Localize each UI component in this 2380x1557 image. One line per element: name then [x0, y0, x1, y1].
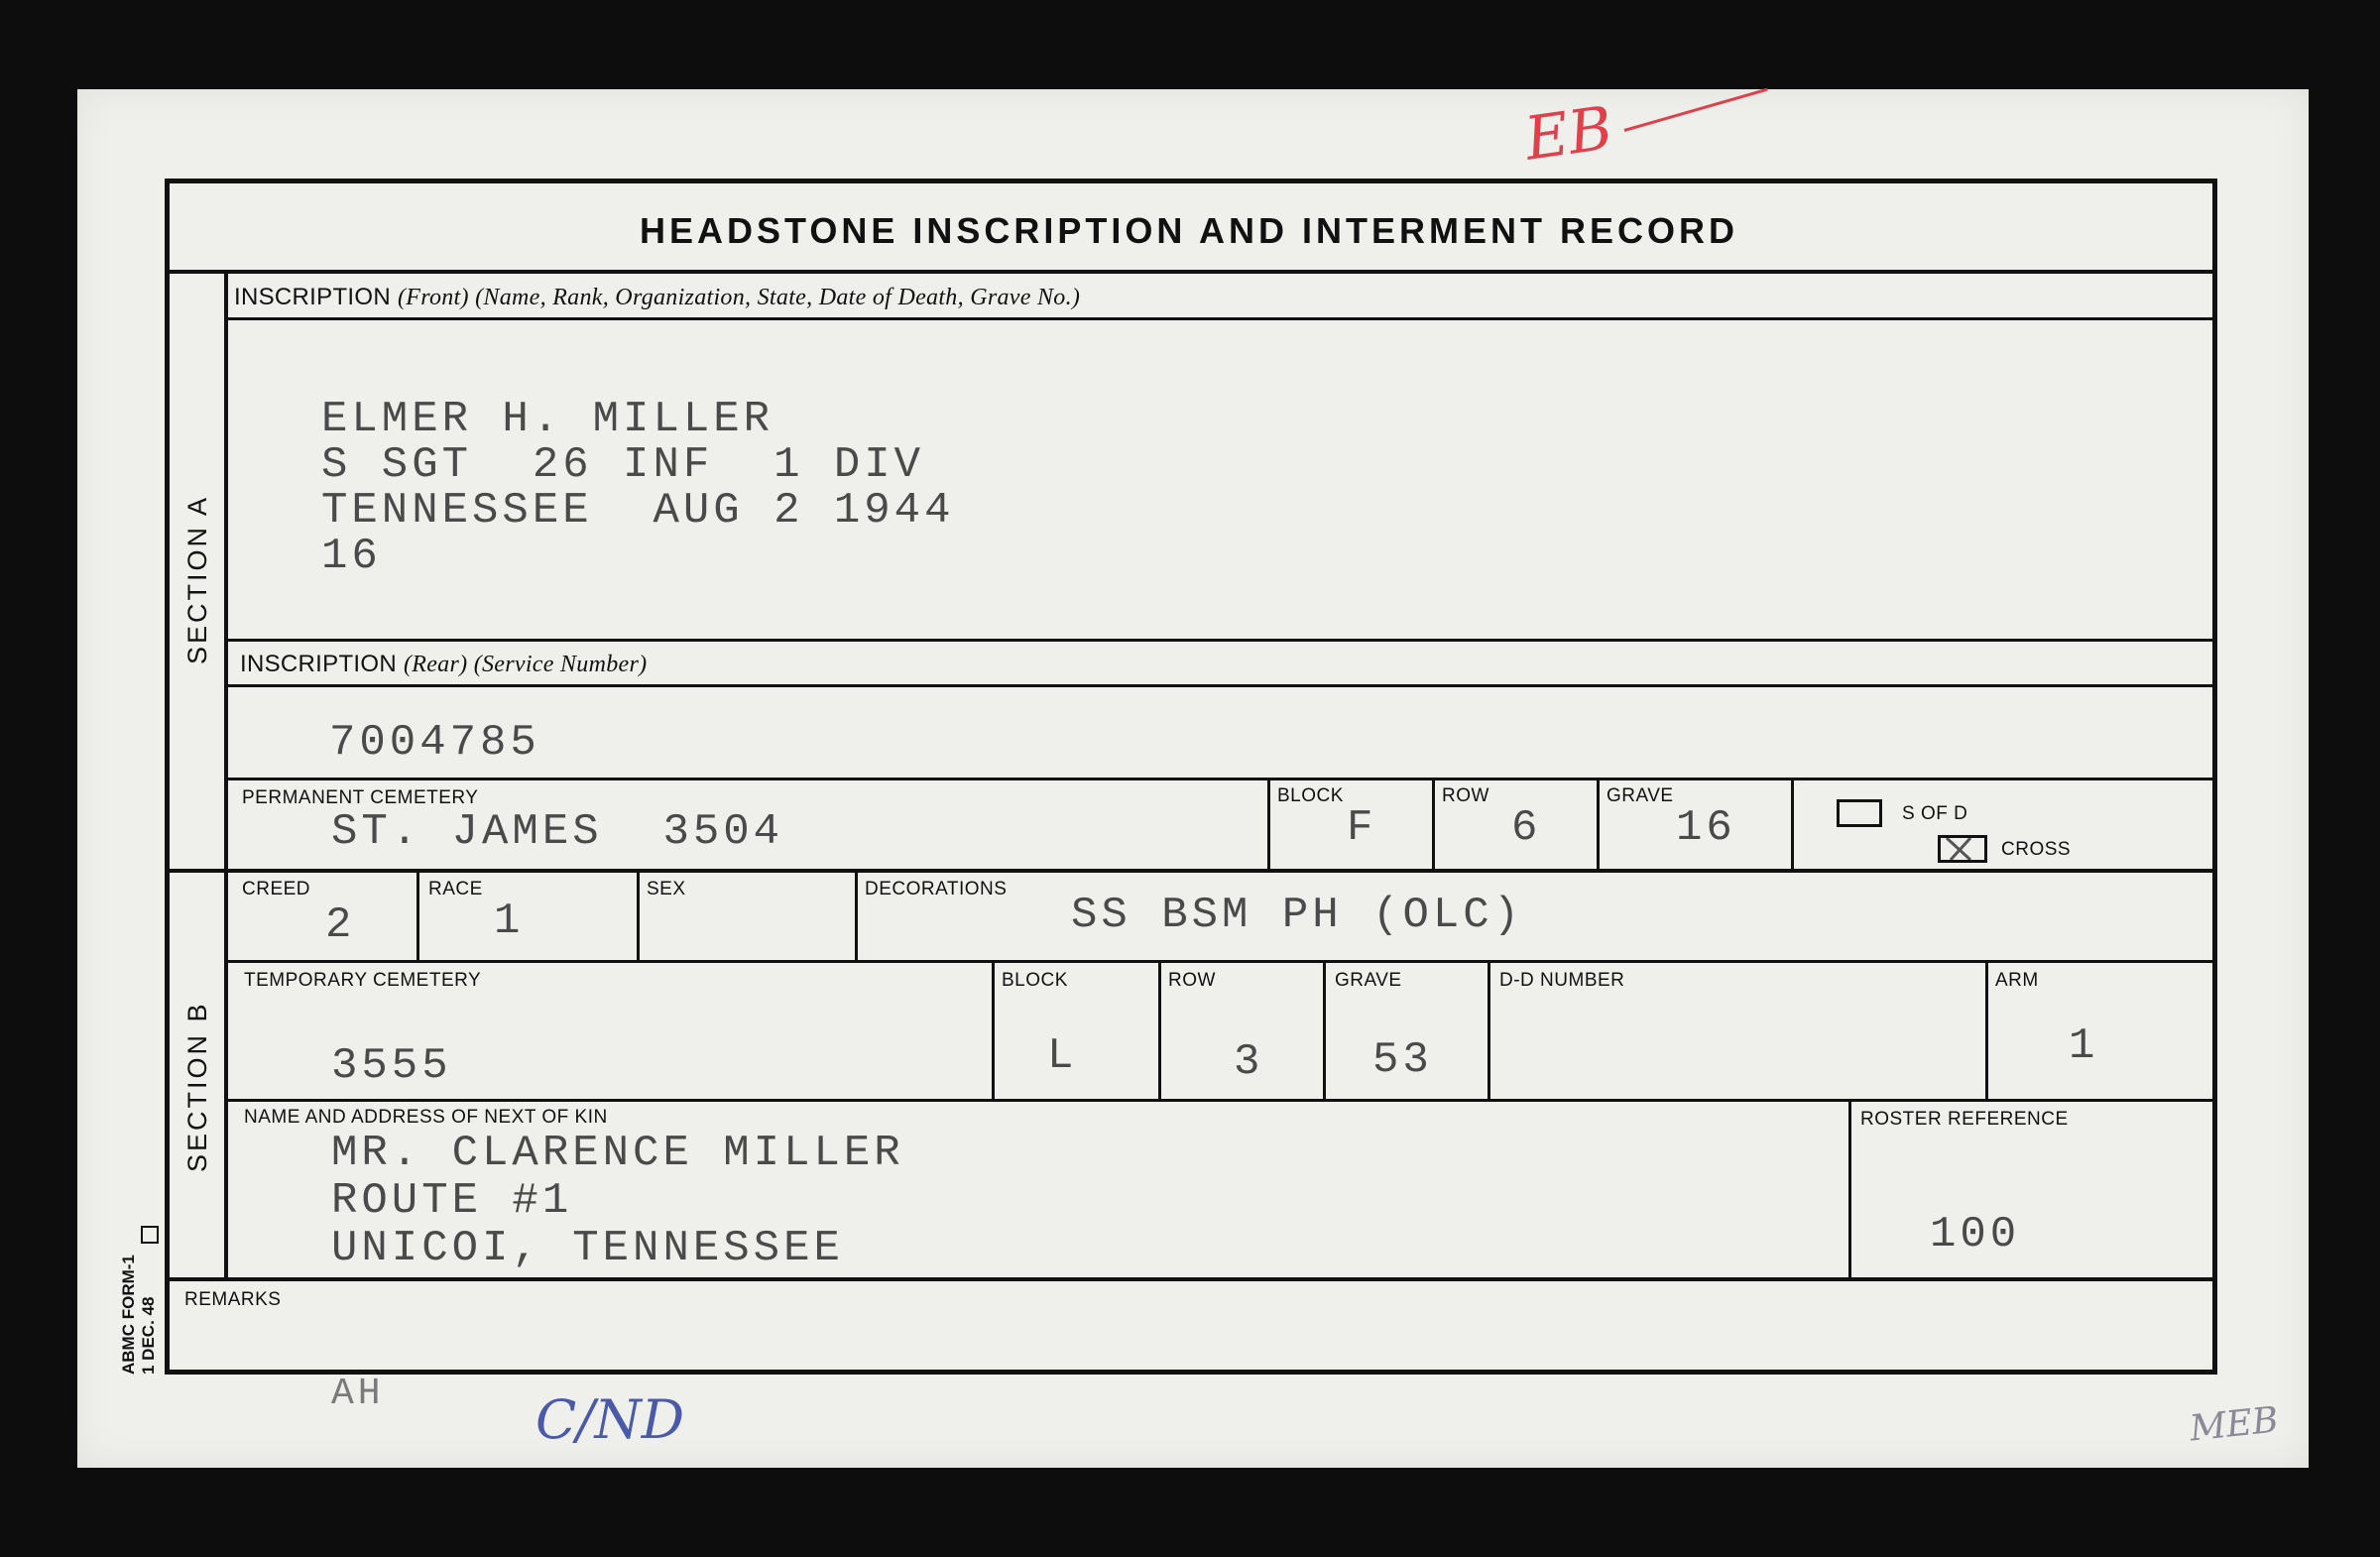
rear-inscription-label: INSCRIPTION (Rear) (Service Number): [240, 651, 648, 677]
temp-cemetery-value: 3555: [331, 1041, 452, 1091]
nok-line-1: MR. CLARENCE MILLER: [331, 1129, 904, 1178]
decorations-label: DECORATIONS: [865, 879, 1008, 899]
nok-line-3: UNICOI, TENNESSEE: [331, 1224, 844, 1273]
remarks-label: REMARKS: [184, 1289, 282, 1310]
temp-grave-label: GRAVE: [1335, 970, 1402, 991]
cross-checkbox[interactable]: [1938, 835, 1987, 863]
roster-reference-value: 100: [1930, 1210, 2021, 1259]
decorations-value: SS BSM PH (OLC): [1071, 891, 1524, 940]
cross-label: CROSS: [2001, 839, 2072, 860]
dd-number-label: D-D NUMBER: [1499, 970, 1625, 991]
permanent-cemetery-label: PERMANENT CEMETERY: [242, 787, 479, 808]
perm-row-label: ROW: [1442, 785, 1489, 806]
front-line-3: TENNESSEE AUG 2 1944: [321, 486, 955, 536]
creed-value: 2: [325, 900, 356, 950]
temp-row-label: ROW: [1168, 970, 1216, 991]
arm-value: 1: [2069, 1021, 2099, 1071]
nok-line-2: ROUTE #1: [331, 1176, 573, 1226]
temp-row-value: 3: [1234, 1037, 1264, 1087]
roster-reference-label: ROSTER REFERENCE: [1860, 1109, 2069, 1130]
front-line-4: 16: [321, 532, 382, 581]
section-b-label: SECTION B: [182, 1001, 212, 1172]
temp-grave-value: 53: [1372, 1035, 1433, 1085]
form-title: HEADSTONE INSCRIPTION AND INTERMENT RECORD: [639, 210, 1739, 251]
temp-block-label: BLOCK: [1002, 970, 1068, 991]
front-line-1: ELMER H. MILLER: [321, 395, 774, 444]
perm-row-value: 6: [1511, 803, 1542, 853]
front-inscription-label: INSCRIPTION (Front) (Name, Rank, Organization, State, Date of Death, Grave No.): [234, 284, 1081, 310]
perm-block-value: F: [1347, 803, 1377, 853]
next-of-kin-label: NAME AND ADDRESS OF NEXT OF KIN: [244, 1107, 608, 1128]
perm-grave-label: GRAVE: [1606, 785, 1674, 806]
arm-label: ARM: [1995, 970, 2039, 991]
record-card: [77, 89, 2309, 1468]
permanent-cemetery-value: ST. JAMES 3504: [331, 807, 784, 857]
creed-label: CREED: [242, 879, 311, 899]
temp-block-value: L: [1047, 1031, 1078, 1081]
perm-block-label: BLOCK: [1277, 785, 1344, 806]
section-a-label: SECTION A: [182, 494, 212, 664]
service-number: 7004785: [329, 718, 540, 768]
form-id: ABMC FORM-1 1 DEC. 48: [119, 1255, 158, 1375]
red-initials: EB: [1520, 93, 1617, 175]
red-pen-stroke: [1624, 88, 1768, 132]
temp-cemetery-label: TEMPORARY CEMETERY: [244, 970, 482, 991]
race-value: 1: [494, 897, 525, 946]
race-label: RACE: [428, 879, 483, 899]
s-of-d-checkbox[interactable]: [1837, 799, 1882, 827]
remarks-handwritten: C/ND: [536, 1388, 685, 1451]
front-line-2: S SGT 26 INF 1 DIV: [321, 440, 925, 490]
sex-label: SEX: [647, 879, 686, 899]
pencil-initials: MEB: [2188, 1399, 2281, 1450]
perm-grave-value: 16: [1676, 803, 1736, 853]
remarks-typed: AH: [331, 1373, 385, 1415]
form-id-checkbox: [141, 1226, 159, 1244]
s-of-d-label: S OF D: [1902, 803, 1968, 824]
